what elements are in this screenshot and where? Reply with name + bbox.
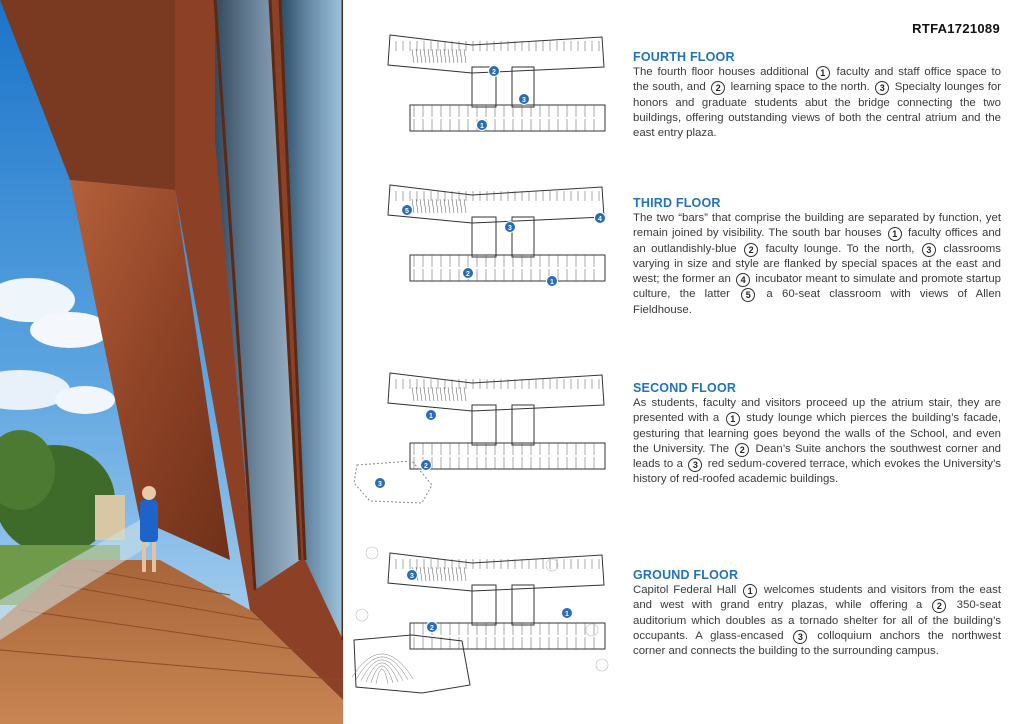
seat-row xyxy=(412,49,414,63)
connector xyxy=(512,217,534,257)
plan-marker-label: 5 xyxy=(405,208,409,215)
body-text: red sedum-covered terrace, which evokes the University’s history of red-roofed academic buildings. xyxy=(633,458,1002,486)
body-text: a 60-seat classroom with views of Allen Fieldhouse. xyxy=(633,288,1001,316)
landscape-tree xyxy=(596,659,608,671)
seat-row xyxy=(460,387,462,401)
seat-row xyxy=(448,387,450,401)
landscape-tree xyxy=(546,559,558,571)
seat-row xyxy=(432,387,434,401)
landscape-tree xyxy=(356,609,368,621)
auditorium-seating xyxy=(352,654,413,679)
seat-row xyxy=(428,199,430,213)
body-text: 350-seat auditorium which doubles as a tornado shelter for all of the building’s occupants. A glass-encased xyxy=(633,599,1002,642)
seat-row xyxy=(464,49,466,63)
body-text: The two “bars” that comprise the building are separated by function, yet remain joined by visibility. The south bar houses xyxy=(633,212,1001,240)
body-text: Dean’s Suite anchors the southwest corner and leads to a xyxy=(633,442,1001,471)
plan-marker-label: 1 xyxy=(565,611,569,618)
seat-row xyxy=(452,49,454,63)
number-marker: 3 xyxy=(688,458,702,472)
seat-row xyxy=(428,387,430,401)
section-body xyxy=(633,211,1001,318)
seat-row xyxy=(452,567,454,581)
section-title: FOURTH FLOOR xyxy=(633,50,735,64)
number-marker: 2 xyxy=(711,81,725,95)
number-marker: 1 xyxy=(888,227,902,241)
seat-row xyxy=(420,387,422,401)
seat-row xyxy=(424,199,426,213)
seat-row xyxy=(452,387,454,401)
seat-row xyxy=(420,49,422,63)
floor-plan-fourth xyxy=(352,27,620,147)
seat-row xyxy=(420,567,422,581)
plan-marker-label: 4 xyxy=(598,216,602,223)
seat-row xyxy=(464,387,466,401)
seat-row xyxy=(460,199,462,213)
seat-row xyxy=(436,199,438,213)
seat-row xyxy=(428,49,430,63)
floor-plan-third xyxy=(352,177,620,297)
seat-row xyxy=(456,387,458,401)
plan-marker-label: 2 xyxy=(466,271,470,278)
seat-row xyxy=(448,567,450,581)
body-text: Capitol Federal Hall xyxy=(633,584,742,596)
seat-row xyxy=(464,199,466,213)
auditorium-block xyxy=(354,635,470,693)
body-text: Specialty lounges for honors and graduate students abut the bridge connecting the two buildings, offering outstanding views of both the central atrium and the east entry plaza. xyxy=(633,81,1001,140)
plan-marker-label: 1 xyxy=(429,413,433,420)
plan-marker-label: 3 xyxy=(522,97,526,104)
connector xyxy=(512,585,534,625)
seat-row xyxy=(432,49,434,63)
body-text: colloquium anchors the northwest corner and connects the building to the surrounding campus. xyxy=(633,629,1001,658)
plan-marker-label: 2 xyxy=(430,625,434,632)
plan-marker-label: 3 xyxy=(378,481,382,488)
number-marker: 3 xyxy=(793,630,807,644)
body-text: faculty and staff office space to the south, and xyxy=(633,66,1001,94)
section-title: GROUND FLOOR xyxy=(633,568,739,582)
seat-row xyxy=(424,49,426,63)
seat-row xyxy=(412,387,414,401)
floor-plan-second xyxy=(352,365,620,505)
number-marker: 4 xyxy=(736,273,750,287)
seat-row xyxy=(448,49,450,63)
seat-row xyxy=(444,199,446,213)
body-text: classrooms varying in size and style are flanked by special spaces at the east and west; the former an xyxy=(633,242,1001,286)
seat-row xyxy=(416,199,418,213)
body-text: welcomes students and visitors from the east and west with grand entry plazas, while offering a xyxy=(633,584,1001,612)
section-title: THIRD FLOOR xyxy=(633,196,721,210)
body-text: The fourth floor houses additional xyxy=(633,66,814,78)
seat-row xyxy=(456,199,458,213)
building-photo xyxy=(0,0,343,724)
seat-row xyxy=(440,567,442,581)
seat-row xyxy=(440,49,442,63)
number-marker: 1 xyxy=(816,66,830,80)
section-body xyxy=(633,583,1001,659)
plan-marker-label: 1 xyxy=(550,279,554,286)
body-text: As students, faculty and visitors proceed up the atrium stair, they are presented with a xyxy=(633,397,1001,425)
plan-drawing xyxy=(352,365,620,505)
plan-drawing xyxy=(352,27,620,147)
body-text: learning space to the north. xyxy=(727,81,874,94)
plan-marker-label: 2 xyxy=(424,463,428,470)
number-marker: 3 xyxy=(875,81,889,95)
number-marker: 2 xyxy=(735,443,749,457)
seat-row xyxy=(420,199,422,213)
project-code: RTFA1721089 xyxy=(912,21,1000,36)
seat-row xyxy=(440,387,442,401)
seat-row xyxy=(432,567,434,581)
seat-row xyxy=(460,567,462,581)
seat-row xyxy=(456,49,458,63)
seat-row xyxy=(428,567,430,581)
plan-marker-label: 2 xyxy=(492,69,496,76)
seat-row xyxy=(444,49,446,63)
seat-row xyxy=(456,567,458,581)
plan-marker-label: 3 xyxy=(410,573,414,580)
seat-row xyxy=(440,199,442,213)
photo-illustration xyxy=(0,0,343,724)
section-body xyxy=(633,396,1001,488)
seat-row xyxy=(464,567,466,581)
section-third-floor xyxy=(633,196,1001,318)
section-second-floor xyxy=(633,381,1001,488)
number-marker: 1 xyxy=(726,412,740,426)
number-marker: 3 xyxy=(922,243,936,257)
terrace-outline xyxy=(354,461,432,503)
auditorium-seating xyxy=(376,669,388,684)
seat-row xyxy=(416,387,418,401)
number-marker: 2 xyxy=(932,599,946,613)
plan-marker-label: 3 xyxy=(508,225,512,232)
number-marker: 2 xyxy=(744,243,758,257)
number-marker: 5 xyxy=(741,288,755,302)
landscape-tree xyxy=(586,624,598,636)
seat-row xyxy=(448,199,450,213)
plan-marker-label: 1 xyxy=(480,123,484,130)
landscape-tree xyxy=(366,547,378,559)
seat-row xyxy=(436,567,438,581)
section-title: SECOND FLOOR xyxy=(633,381,737,395)
seat-row xyxy=(460,49,462,63)
number-marker: 1 xyxy=(743,584,757,598)
section-fourth-floor xyxy=(633,50,1001,141)
floor-plan-ground xyxy=(352,545,620,695)
plan-drawing xyxy=(352,177,620,297)
body-text: faculty lounge. To the north, xyxy=(760,242,920,255)
section-body xyxy=(633,65,1001,141)
connector xyxy=(512,405,534,445)
body-text: faculty offices and an outlandishly-blue xyxy=(633,227,1001,255)
auditorium-seating xyxy=(371,666,393,683)
plan-drawing xyxy=(352,545,620,695)
seat-row xyxy=(444,567,446,581)
seat-row xyxy=(424,387,426,401)
seat-row xyxy=(432,199,434,213)
body-text: incubator meant to simulate and promote startup culture, the latter xyxy=(633,273,1001,301)
seat-row xyxy=(416,49,418,63)
seat-row xyxy=(444,387,446,401)
seat-row xyxy=(424,567,426,581)
auditorium-seating xyxy=(356,657,408,680)
seat-row xyxy=(452,199,454,213)
seat-row xyxy=(436,387,438,401)
body-text: study lounge which pierces the building’s facade, gesturing that learning goes beyond the walls of the School, and even the University. The xyxy=(633,412,1001,455)
seat-row xyxy=(436,49,438,63)
section-ground-floor xyxy=(633,568,1001,659)
